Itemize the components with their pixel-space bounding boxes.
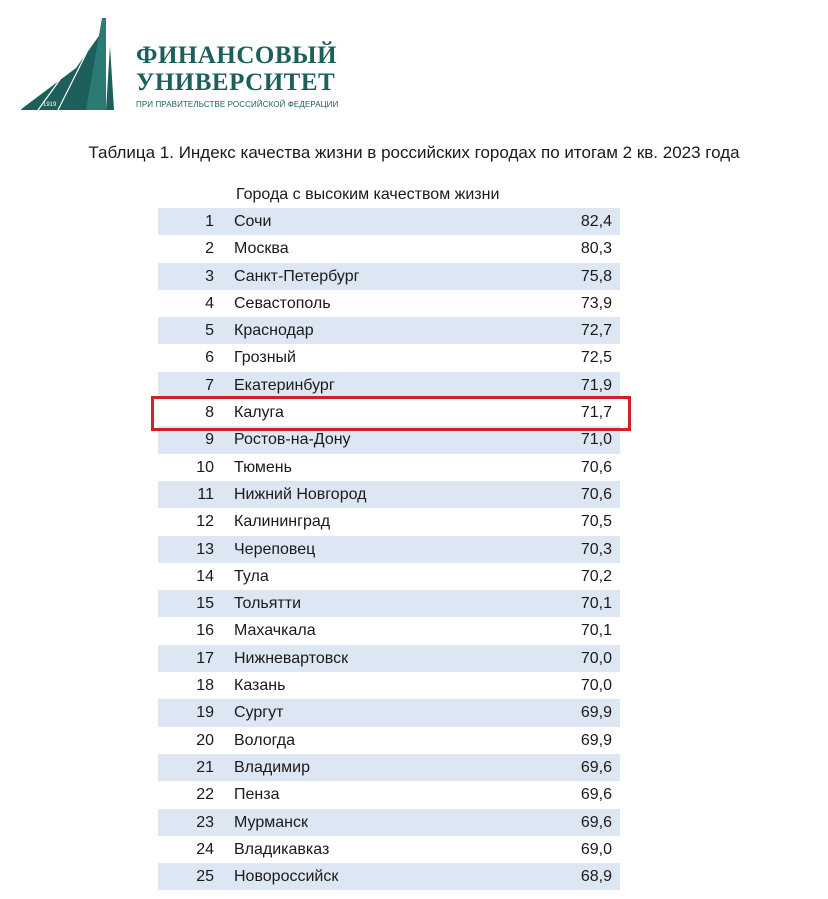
row-value: 70,3 (580, 540, 612, 558)
row-city: Калуга (234, 404, 284, 422)
row-city: Казань (234, 677, 286, 695)
row-rank: 24 (196, 840, 214, 858)
table-row (158, 781, 620, 808)
row-value: 82,4 (580, 213, 612, 230)
table-row (158, 672, 620, 699)
table-row (158, 344, 620, 371)
row-value: 73,9 (580, 294, 612, 312)
row-value: 70,5 (580, 513, 612, 531)
table-row (158, 699, 620, 726)
row-city: Санкт-Петербург (234, 267, 360, 285)
row-rank: 1 (205, 213, 214, 230)
row-value: 75,8 (580, 267, 612, 285)
row-city: Краснодар (234, 322, 314, 340)
row-rank: 13 (196, 540, 214, 558)
table-row (158, 454, 620, 481)
row-city: Тула (234, 567, 269, 585)
row-rank: 18 (196, 677, 214, 695)
row-value: 71,9 (580, 376, 612, 394)
row-value: 71,7 (580, 404, 612, 422)
row-rank: 4 (205, 294, 214, 312)
row-city: Тольятти (234, 595, 301, 613)
table-row (158, 645, 620, 672)
row-city: Владикавказ (234, 840, 330, 858)
row-city: Пенза (234, 786, 280, 804)
row-value: 69,6 (580, 786, 612, 804)
row-value: 68,9 (580, 868, 612, 886)
row-value: 69,9 (580, 704, 612, 722)
table-row (158, 536, 620, 563)
row-rank: 23 (196, 813, 214, 831)
row-city: Екатеринбург (234, 376, 335, 394)
row-rank: 17 (196, 649, 214, 667)
row-rank: 21 (196, 758, 214, 776)
row-city: Новороссийск (234, 868, 339, 886)
row-rank: 14 (196, 567, 214, 585)
row-rank: 19 (196, 704, 214, 722)
row-city: Москва (234, 240, 289, 258)
table-row (158, 563, 620, 590)
logo-subtitle: ПРИ ПРАВИТЕЛЬСТВЕ РОССИЙСКОЙ ФЕДЕРАЦИИ (136, 100, 339, 109)
logo-title-line1: ФИНАНСОВЫЙ (136, 42, 338, 69)
table-row (158, 481, 620, 508)
row-rank: 15 (196, 595, 214, 613)
row-city: Махачкала (234, 622, 316, 640)
row-value: 72,7 (580, 322, 612, 340)
row-city: Сочи (234, 213, 272, 230)
row-city: Тюмень (234, 458, 292, 476)
logo-title-line2: УНИВЕРСИТЕТ (136, 69, 336, 96)
row-city: Сургут (234, 704, 284, 722)
table-row (158, 426, 620, 453)
table-row (158, 290, 620, 317)
logo-year: 1919 (43, 102, 57, 108)
row-value: 70,6 (580, 458, 612, 476)
table-row (158, 617, 620, 644)
row-rank: 12 (196, 513, 214, 531)
table-row (158, 590, 620, 617)
row-city: Нижневартовск (234, 649, 349, 667)
row-city: Ростов-на-Дону (234, 431, 351, 449)
row-value: 70,1 (580, 595, 612, 613)
row-value: 70,1 (580, 622, 612, 640)
row-value: 80,3 (580, 240, 612, 258)
table-row (158, 836, 620, 863)
row-city: Череповец (234, 540, 316, 558)
row-city: Калининград (234, 513, 331, 531)
row-rank: 10 (196, 458, 214, 476)
table-row (158, 317, 620, 344)
table-row (158, 809, 620, 836)
row-rank: 6 (205, 349, 214, 367)
row-rank: 5 (205, 322, 214, 340)
row-city: Грозный (234, 349, 296, 367)
row-value: 70,2 (580, 567, 612, 585)
row-rank: 3 (205, 267, 214, 285)
row-value: 70,0 (580, 677, 612, 695)
row-rank: 25 (196, 868, 214, 886)
row-rank: 8 (205, 404, 214, 422)
row-city: Нижний Новгород (234, 485, 367, 503)
row-rank: 11 (197, 485, 214, 503)
row-value: 69,6 (580, 758, 612, 776)
section-title: Города с высоким качеством жизни (236, 186, 500, 203)
row-value: 71,0 (580, 431, 612, 449)
row-city: Мурманск (234, 813, 308, 831)
table-row (158, 235, 620, 262)
row-rank: 22 (196, 786, 214, 804)
row-rank: 20 (196, 731, 214, 749)
table-row (158, 508, 620, 535)
table-row (158, 863, 620, 890)
table-row (158, 263, 620, 290)
row-city: Севастополь (234, 294, 331, 312)
table-row (158, 208, 620, 235)
logo-emblem-icon (18, 16, 136, 116)
ranking-table (158, 208, 620, 890)
row-rank: 9 (205, 431, 214, 449)
table-row (158, 754, 620, 781)
row-rank: 2 (205, 240, 214, 258)
table-row (158, 399, 620, 426)
university-logo (18, 16, 339, 116)
row-city: Вологда (234, 731, 295, 749)
row-value: 70,0 (580, 649, 612, 667)
row-value: 70,6 (580, 485, 612, 503)
row-value: 69,0 (580, 840, 612, 858)
table-row (158, 372, 620, 399)
row-value: 72,5 (580, 349, 612, 367)
row-rank: 7 (205, 376, 214, 394)
row-rank: 16 (196, 622, 214, 640)
row-city: Владимир (234, 758, 311, 776)
row-value: 69,9 (580, 731, 612, 749)
table-row (158, 727, 620, 754)
row-value: 69,6 (580, 813, 612, 831)
table-caption: Таблица 1. Индекс качества жизни в российских городах по итогам 2 кв. 2023 года (88, 143, 740, 162)
